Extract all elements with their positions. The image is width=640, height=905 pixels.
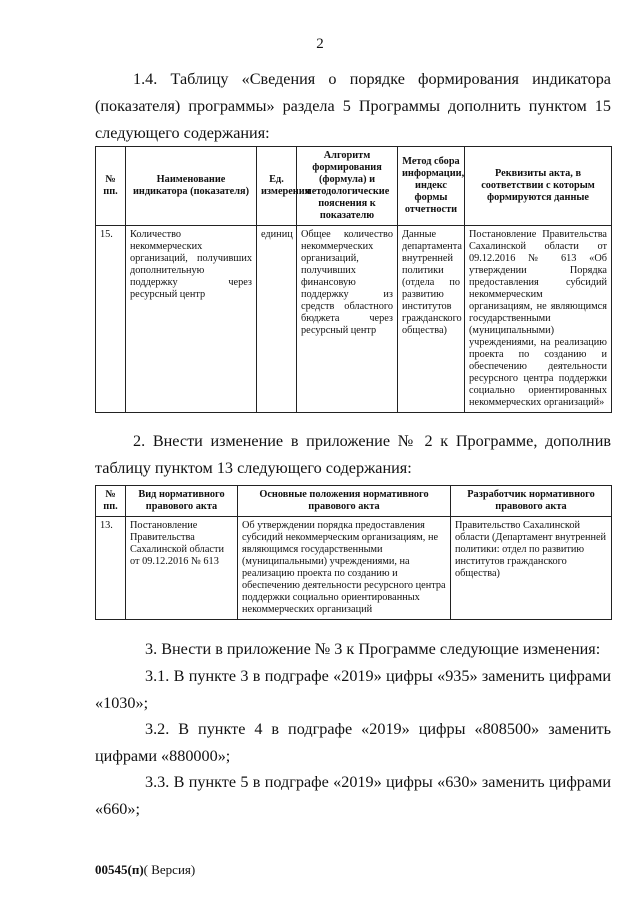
section-2-paragraph: 2. Внести изменение в приложение № 2 к Программе, дополнив таблицу пунктом 13 следующего содержания:	[95, 432, 611, 477]
row-unit: единиц	[257, 226, 297, 413]
section-3-3-paragraph: 3.3. В пункте 5 в подграфе «2019» цифры «630» заменить цифрами «660»;	[95, 773, 611, 818]
row-number: 13.	[96, 517, 126, 620]
page-number: 2	[316, 36, 324, 52]
header-collection-method: Метод сбора информации, индекс формы отчетности	[398, 147, 465, 226]
section-3-1-paragraph: 3.1. В пункте 3 в подграфе «2019» цифры «935» заменить цифрами «1030»;	[95, 667, 611, 712]
row-act-details: Постановление Правительства Сахалинской области от 09.12.2016 № 613 «Об утверждении Порядка предоставления субсидий некоммерческим организациям, не являющимся государственными (муниципальными) учреждениями, на реализацию проекта по созданию и обеспечению деятельности ресурсного центра поддержки социально ориентированных некоммерческих организаций»	[465, 226, 612, 413]
header-act-details: Реквизиты акта, в соответствии с которым формируются данные	[465, 147, 612, 226]
row-number: 15.	[96, 226, 126, 413]
indicator-table-header	[96, 147, 612, 226]
footer-version: ( Версия)	[143, 862, 196, 877]
section-3-2-paragraph: 3.2. В пункте 4 в подграфе «2019» цифры «808500» заменить цифрами «880000»;	[95, 720, 611, 765]
header-act-developer: Разработчик нормативного правового акта	[451, 486, 612, 517]
header-number: № пп.	[96, 147, 126, 226]
document-footer	[95, 862, 195, 878]
row-collection-method: Данные департамента внутренней политики (отдела по развитию институтов гражданского общества)	[398, 226, 465, 413]
row-act-developer: Правительство Сахалинской области (Департамент внутренней политики: отдел по развитию институтов гражданского общества)	[451, 517, 612, 620]
row-act-provisions: Об утверждении порядка предоставления субсидий некоммерческим организациям, не являющимся государственными (муниципальными) учреждениями, на реализацию проекта по созданию и обеспечению деятельности ресурсного центра поддержки социально ориентированных некоммерческих организаций	[238, 517, 451, 620]
header-algorithm: Алгоритм формирования (формула) и методологические пояснения к показателю	[297, 147, 398, 226]
table-row	[96, 226, 612, 413]
header-indicator-name: Наименование индикатора (показателя)	[126, 147, 257, 226]
section-3-paragraph: 3. Внести в приложение № 3 к Программе следующие изменения:	[145, 640, 601, 658]
row-act-type: Постановление Правительства Сахалинской области от 09.12.2016 № 613	[126, 517, 238, 620]
table-row	[96, 517, 612, 620]
header-number: № пп.	[96, 486, 126, 517]
header-unit: Ед. измерения	[257, 147, 297, 226]
header-act-type: Вид нормативного правового акта	[126, 486, 238, 517]
legal-acts-table-header	[96, 486, 612, 517]
legal-acts-table	[95, 485, 612, 620]
footer-code: 00545(п)	[95, 862, 144, 877]
row-indicator-name: Количество некоммерческих организаций, получивших дополнительную поддержку через ресурсный центр	[126, 226, 257, 413]
header-act-provisions: Основные положения нормативного правового акта	[238, 486, 451, 517]
indicator-table	[95, 146, 612, 413]
row-algorithm: Общее количество некоммерческих организаций, получивших финансовую поддержку из средств областного бюджета через ресурсный центр	[297, 226, 398, 413]
section-1-4-paragraph: 1.4. Таблицу «Сведения о порядке формирования индикатора (показателя) программы» раздела 5 Программы дополнить пунктом 15 следующего содержания:	[95, 70, 611, 142]
